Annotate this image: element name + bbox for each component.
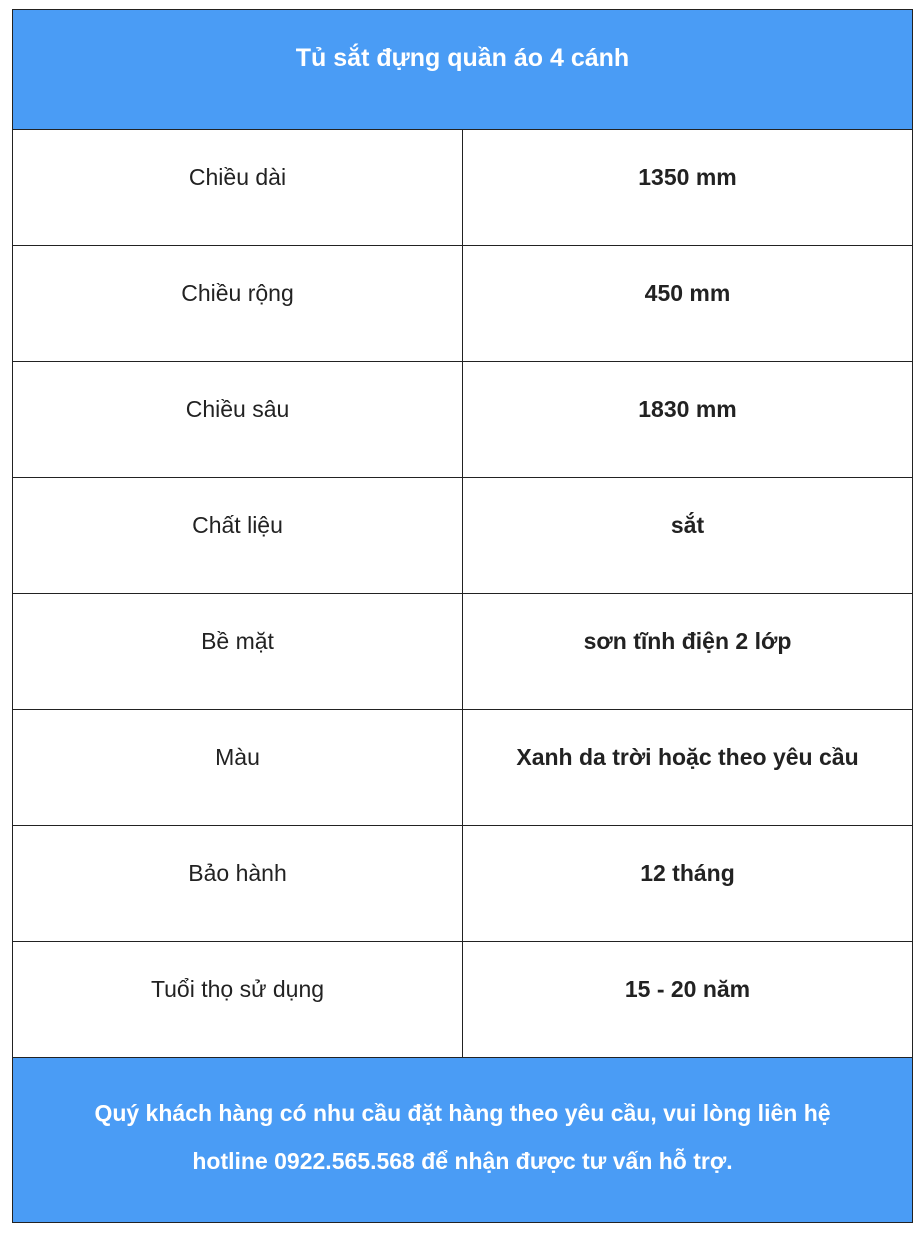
table-row-surface (13, 594, 913, 710)
row-label: Chiều rộng (13, 246, 463, 362)
row-label: Bảo hành (13, 826, 463, 942)
product-spec-table (12, 9, 913, 1223)
row-value: 1830 mm (463, 362, 913, 478)
row-value: 1350 mm (463, 130, 913, 246)
contact-note-hotline: hotline 0922.565.568 để nhận được tư vấn hỗ trợ. (192, 1148, 733, 1174)
row-label: Chiều dài (13, 130, 463, 246)
row-label: Chiều sâu (13, 362, 463, 478)
row-value: 15 - 20 năm (463, 942, 913, 1058)
row-label: Bề mặt (13, 594, 463, 710)
table-footer-row (13, 1058, 913, 1223)
row-value: sơn tĩnh điện 2 lớp (463, 594, 913, 710)
row-label: Chất liệu (13, 478, 463, 594)
table-row-color (13, 710, 913, 826)
row-label: Tuổi thọ sử dụng (13, 942, 463, 1058)
row-value: sắt (463, 478, 913, 594)
row-value: Xanh da trời hoặc theo yêu cầu (463, 710, 913, 826)
contact-note (13, 1058, 913, 1223)
table-title: Tủ sắt đựng quần áo 4 cánh (13, 10, 913, 130)
table-row-material (13, 478, 913, 594)
contact-note-line: Quý khách hàng có nhu cầu đặt hàng theo yêu cầu, vui lòng liên hệ (94, 1100, 831, 1126)
table-row-depth (13, 362, 913, 478)
table-row-length (13, 130, 913, 246)
table-header-row (13, 10, 913, 130)
table-row-width (13, 246, 913, 362)
table-row-lifespan (13, 942, 913, 1058)
row-value: 12 tháng (463, 826, 913, 942)
row-label: Màu (13, 710, 463, 826)
row-value: 450 mm (463, 246, 913, 362)
table-row-warranty (13, 826, 913, 942)
